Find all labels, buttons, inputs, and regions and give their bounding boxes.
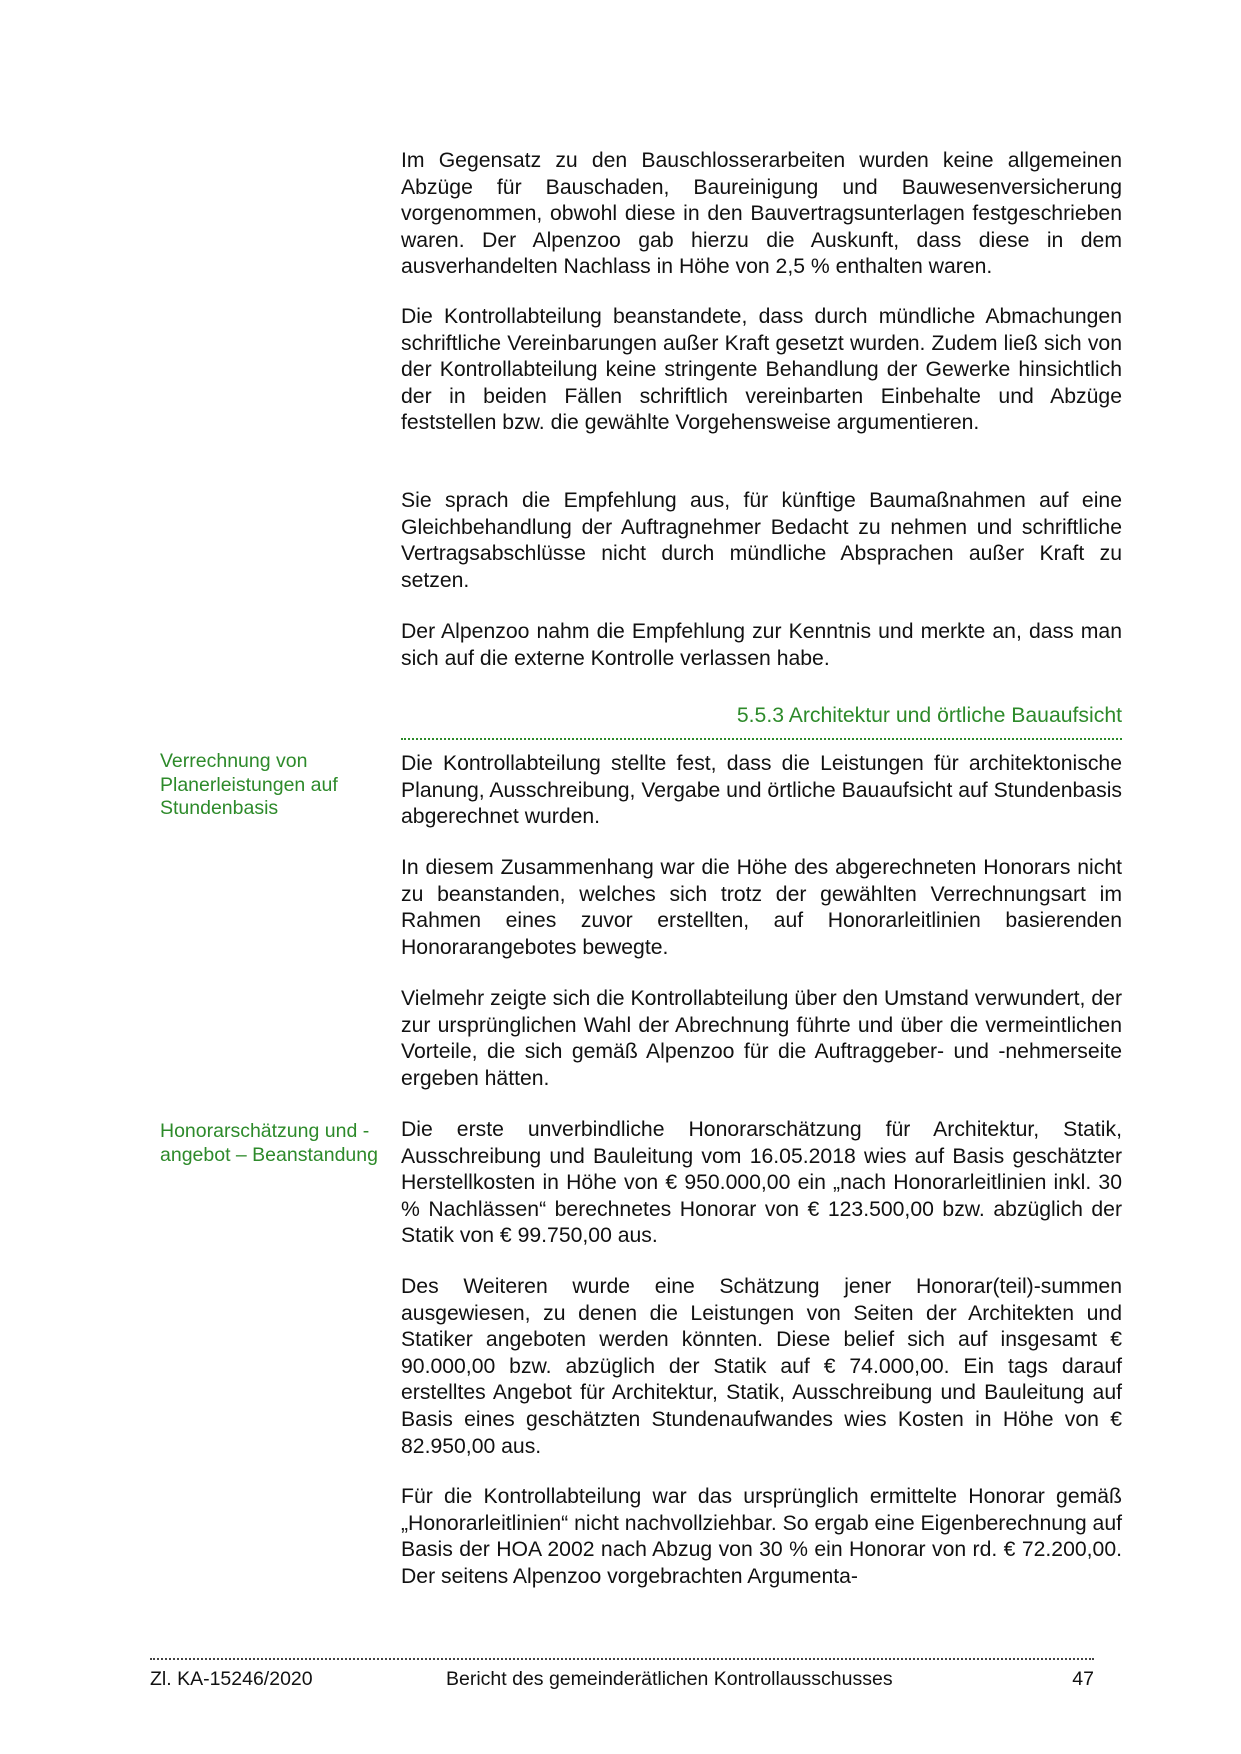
footer-title: Bericht des gemeinderätlichen Kontrollausschusses: [446, 1668, 893, 1690]
paragraph-verwunderung: Vielmehr zeigte sich die Kontrollabteilung über den Umstand verwundert, der zur ursprünglichen Wahl der Abrechnung führte und über die vermeintlichen Vorteile, die sich gemäß Alpenzoo für die Auftraggeber- und -nehmerseite ergeben hätten.: [401, 987, 1122, 1090]
paragraph-eigenberechnung: Für die Kontrollabteilung war das ursprünglich ermittelte Honorar gemäß „Honorarleitlinien“ nicht nachvollziehbar. So ergab eine Eigenberechnung auf Basis der HOA 2002 nach Abzug von 30 % ein Honorar von rd. € 72.200,00. Der seitens Alpenzoo vorgebrachten Argumenta-: [401, 1485, 1122, 1588]
paragraph-stundenbasis: Die Kontrollabteilung stellte fest, dass die Leistungen für architektonische Planung, Ausschreibung, Vergabe und örtliche Bauaufsicht auf Stundenbasis abgerechnet wurden.: [401, 752, 1122, 829]
paragraph-honorarschaetzung: Die erste unverbindliche Honorarschätzung für Architektur, Statik, Ausschreibung und Bauleitung vom 16.05.2018 wies auf Basis geschätzter Herstellkosten in Höhe von € 950.000,00 ein „nach Honorarleitlinien inkl. 30 % Nachlässen“ berechnetes Honorar von € 123.500,00 bzw. abzüglich der Statik von € 99.750,00 aus.: [401, 1118, 1122, 1248]
paragraph-honorarhoehe: In diesem Zusammenhang war die Höhe des abgerechneten Honorars nicht zu beanstanden, welches sich trotz der gewählten Verrechnungsart im Rahmen eines zuvor erstellten, auf Honorarleitlinien basierenden Honorarangebotes bewegte.: [401, 856, 1122, 959]
footer-rule: [150, 1658, 1094, 1660]
margin-note-honorarschaetzung: Honorarschätzung und -angebot – Beanstandung: [160, 1120, 378, 1166]
footer-reference: Zl. KA-15246/2020: [150, 1668, 313, 1690]
section-heading: 5.5.3 Architektur und örtliche Bauaufsicht: [736, 704, 1122, 727]
paragraph-beanstandung-abmachungen: Die Kontrollabteilung beanstandete, dass durch mündliche Abmachungen schriftliche Vereinbarungen außer Kraft gesetzt wurden. Zudem ließ sich von der Kontrollabteilung keine stringente Behandlung der Gewerke hinsichtlich der in beiden Fällen schriftlich vereinbarten Einbehalte und Abzüge feststellen bzw. die gewählte Vorgehensweise argumentieren.: [401, 305, 1122, 435]
paragraph-bauschlosser: Im Gegensatz zu den Bauschlosserarbeiten wurden keine allgemeinen Abzüge für Bauschaden, Baureinigung und Bauwesenversicherung vorgenommen, obwohl diese in den Bauvertragsunterlagen festgeschrieben waren. Der Alpenzoo gab hierzu die Auskunft, dass diese in dem ausverhandelten Nachlass in Höhe von 2,5 % enthalten waren.: [401, 149, 1122, 279]
margin-note-verrechnung: Verrechnung von Planerleistungen auf Stundenbasis: [160, 750, 338, 819]
paragraph-honorarteilsummen: Des Weiteren wurde eine Schätzung jener Honorar(teil)-summen ausgewiesen, zu denen die Leistungen von Seiten der Architekten und Statiker angeboten werden könnten. Diese belief sich auf insgesamt € 90.000,00 bzw. abzüglich der Statik auf € 74.000,00. Ein tags darauf erstelltes Angebot für Architektur, Statik, Ausschreibung und Bauleitung auf Basis eines geschätzten Stundenaufwandes wies Kosten in Höhe von € 82.950,00 aus.: [401, 1275, 1122, 1458]
paragraph-stellungnahme-alpenzoo: Der Alpenzoo nahm die Empfehlung zur Kenntnis und merkte an, dass man sich auf die externe Kontrolle verlassen habe.: [401, 620, 1122, 670]
section-heading-rule: [401, 738, 1122, 740]
page-number: 47: [1072, 1668, 1094, 1690]
paragraph-empfehlung: Sie sprach die Empfehlung aus, für künftige Baumaßnahmen auf eine Gleichbehandlung der Auftragnehmer Bedacht zu nehmen und schriftliche Vertragsabschlüsse nicht durch mündliche Absprachen außer Kraft zu setzen.: [401, 489, 1122, 592]
